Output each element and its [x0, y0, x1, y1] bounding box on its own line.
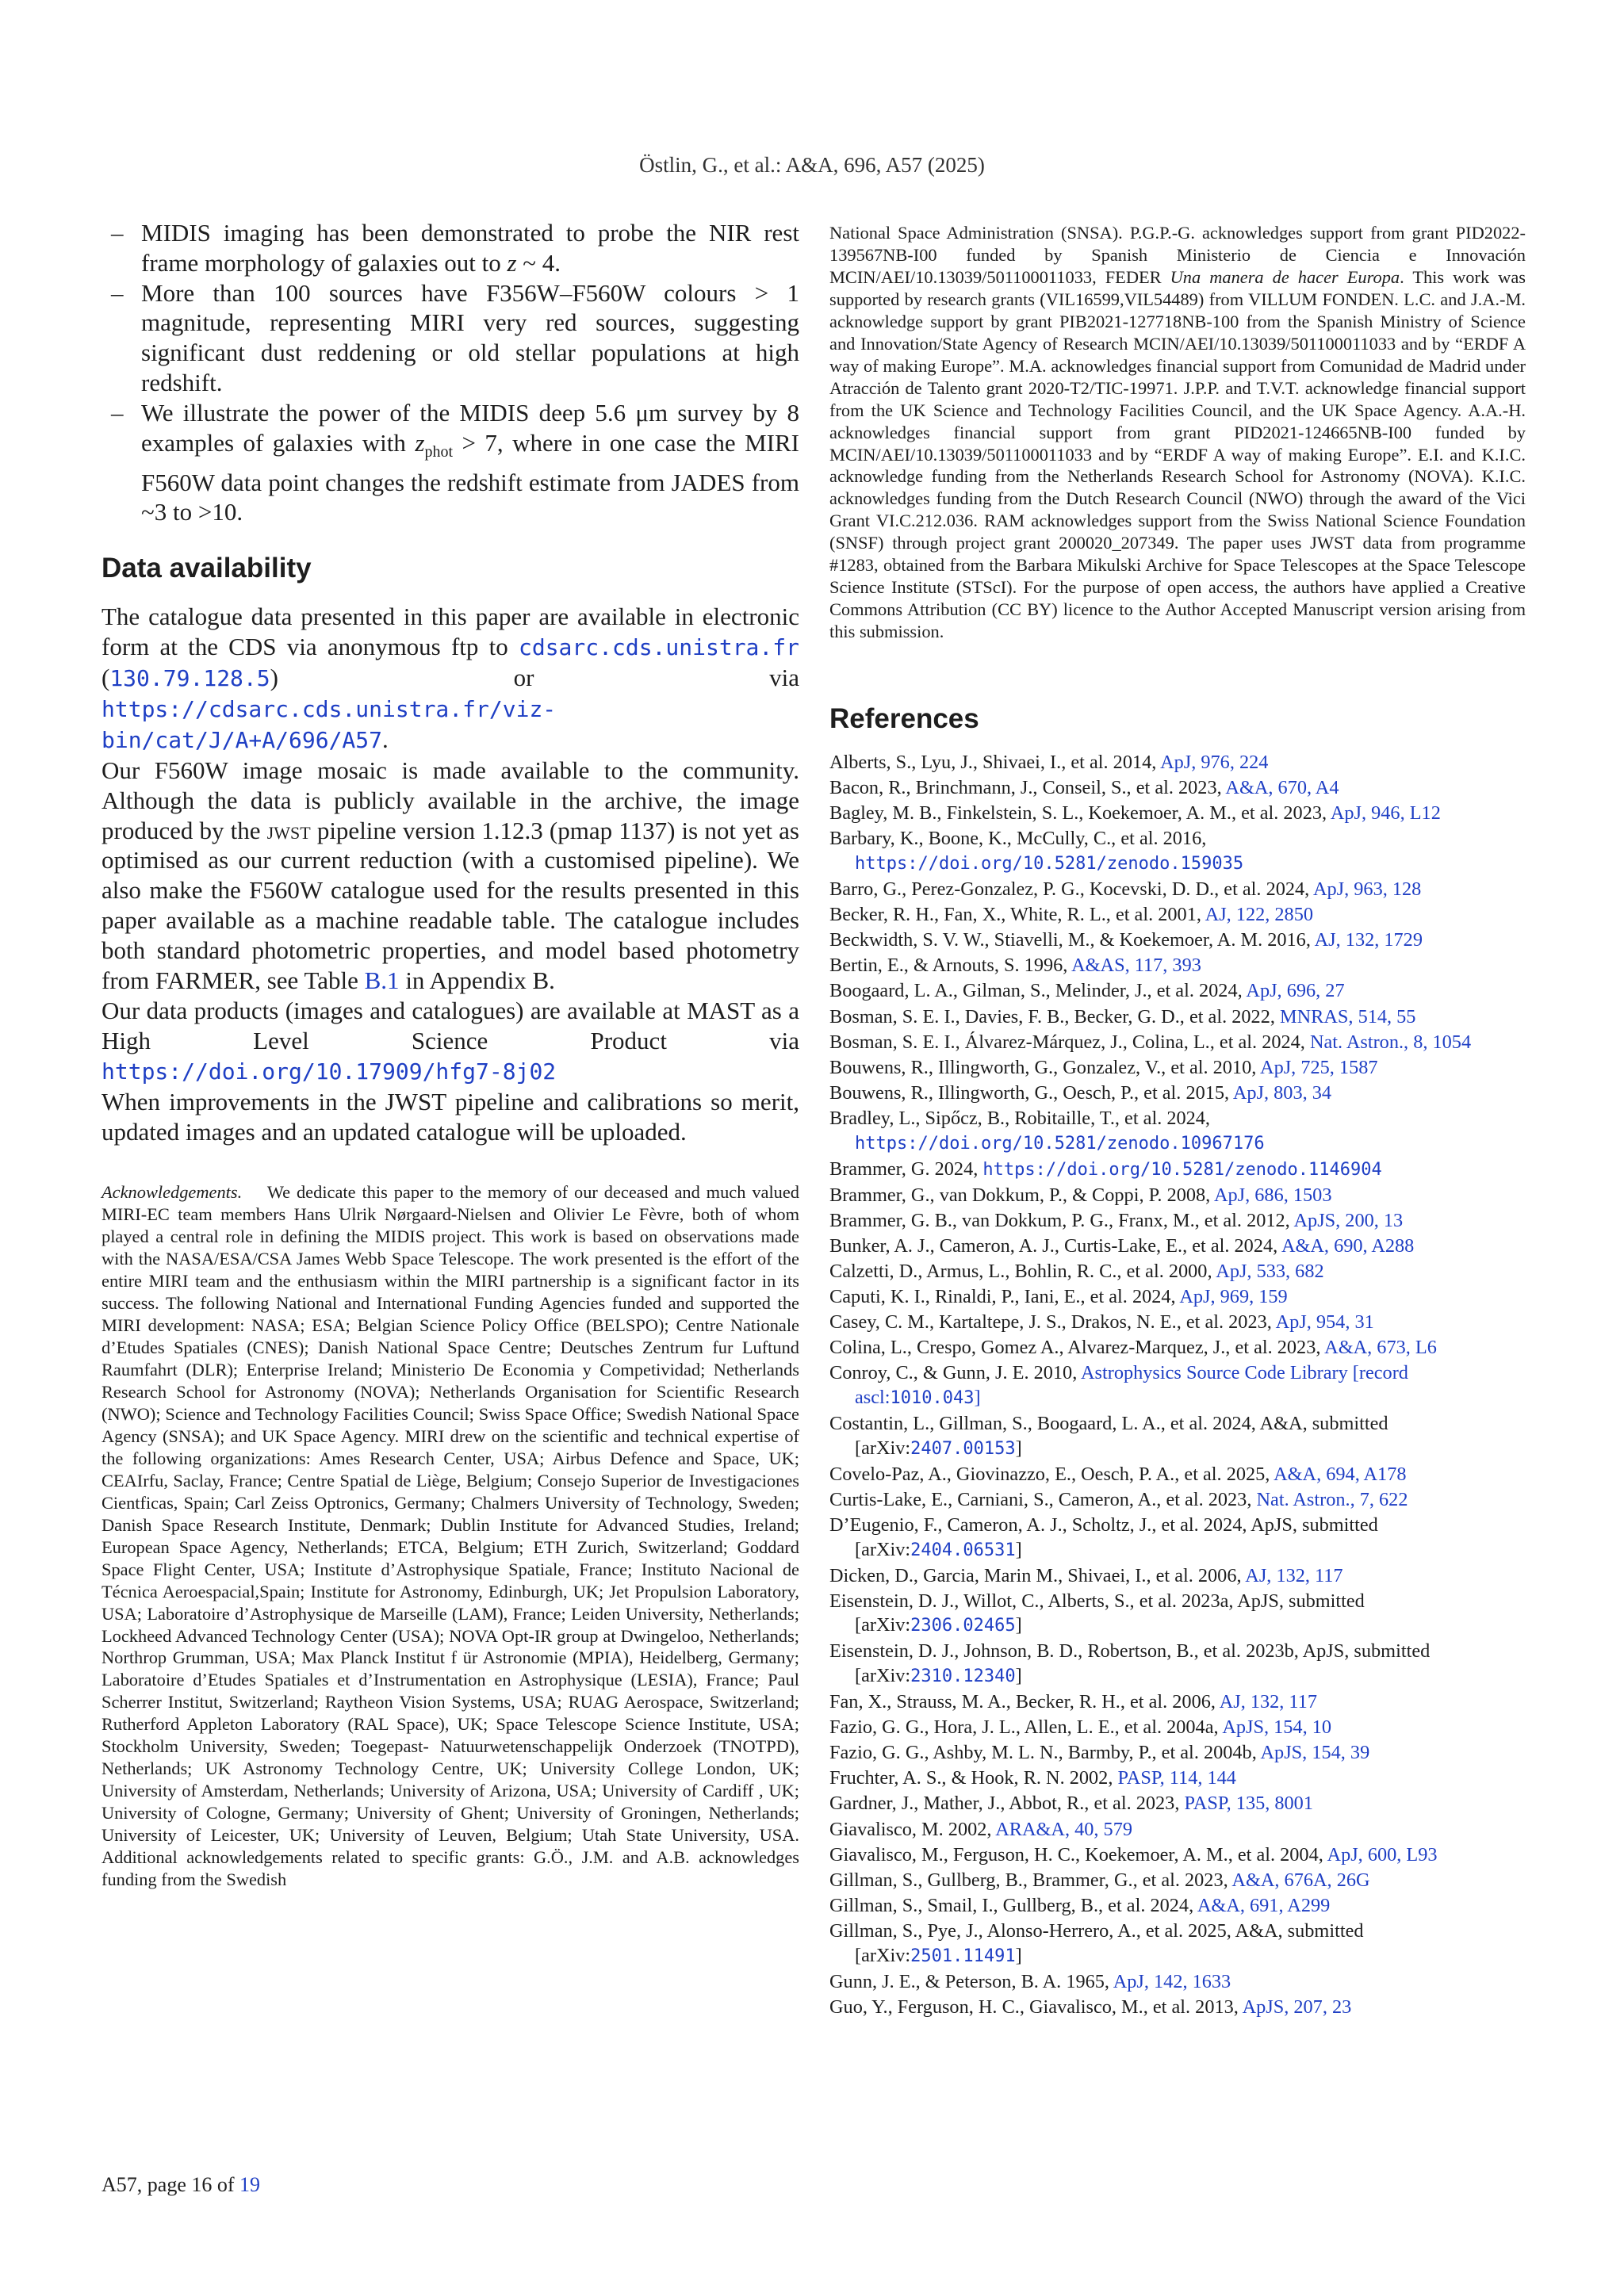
reference-link[interactable]: AJ, 122, 2850: [1205, 904, 1313, 926]
reference-item: Barro, G., Perez-Gonzalez, P. G., Kocevski, D. D., et al. 2024, ApJ, 963, 128: [829, 878, 1422, 901]
reference-link[interactable]: ApJ, 976, 224: [1160, 752, 1269, 774]
reference-item: Fruchter, A. S., & Hook, R. N. 2002, PASP, 114, 144: [829, 1767, 1236, 1789]
reference-link[interactable]: A&A, 694, A178: [1274, 1463, 1407, 1485]
reference-link[interactable]: ApJ, 963, 128: [1312, 878, 1422, 901]
acknowledgements-continued: National Space Administration (SNSA). P.G.P.-G. acknowledges support from grant PID2022-139567NB-I00 funded by Spanish Ministerio de Ciencia e Innovación MCIN/AEI/10.13039/501100011033, FEDER Una manera de hacer Europa. This work was supported by research grants (VIL16599,VIL54489) from VILLUM FONDEN. L.C. and J.A.-M. acknowledge support by grant PIB2021-127718NB-100 from the Spanish Ministry of Science and Innovation/State Agency of Research MCIN/AEI/10.13039/501100011033 and by “ERDF A way of making Europe”. M.A. acknowledges financial support from Comunidad de Madrid under Atracción de Talento grant 2020-T2/TIC-19971. J.P.P. and T.V.T. acknowledge financial support from the UK Science and Technology Facilities Council, and the UK Space Agency. A.A.-H. acknowledges financial support from grant PID2021-124665NB-I00 funded by MCIN/AEI/10.13039/501100011033 and by “ERDF A way of making Europe”. E.I. and K.I.C. acknowledge funding from the Netherlands Research School for Astronomy (NOVA). K.I.C. acknowledges funding from the Dutch Research Council (NWO) through the award of the Vici Grant VI.C.212.036. RAM acknowledges support from the Swiss National Science Foundation (SNSF) through project grant 200020_207349. The paper uses JWST data from programme #1283, obtained from the Barbara Mikulski Archive for Space Telescopes at the Space Telescope Science Institute (STScI). For the purpose of open access, the authors have applied a Creative Commons Attribution (CC BY) licence to the Author Accepted Manuscript version arising from this submission.: [829, 223, 1526, 642]
reference-item: Calzetti, D., Armus, L., Bohlin, R. C., et al. 2000, ApJ, 533, 682: [829, 1260, 1324, 1282]
acknowledgements: Acknowledgements. We dedicate this paper to the memory of our deceased and much valued MIRI-EC team members Hans Ulrik Nørgaard-Nielsen and Olivier Le Fèvre, both of whom played a central role in defining the MIDIS project. This work is based on observations made with the NASA/ESA/CSA James Webb Space Telescope. The work presented is the effort of the entire MIRI team and the enthusiasm within the MIRI partnership is a significant factor in its success. The following National and International Funding Agencies funded and supported the MIRI development: NASA; ESA; Belgian Science Policy Office (BELSPO); Centre Nationale d’Etudes Spatiales (CNES); Danish National Space Centre; Deutsches Zentrum fur Luftund Raumfahrt (DLR); Enterprise Ireland; Ministerio De Economia y Competividad; Netherlands Research School for Astronomy (NOVA); Netherlands Organisation for Scientific Research (NWO); Science and Technology Facilities Council; Swiss Space Office; Swedish National Space Agency (SNSA); and UK Space Agency. MIRI drew on the scientific and technical expertise of the following organizations: Ames Research Center, USA; Airbus Defence and Space, UK; CEAIrfu, Saclay, France; Centre Spatial de Liège, Belgium; Consejo Superior de Investigaciones Cientficas, Spain; Carl Zeiss Optronics, Germany; Chalmers University of Technology, Sweden; Danish Space Research Institute, Denmark; Dublin Institute for Advanced Studies, Ireland; European Space Agency, Netherlands; ETCA, Belgium; ETH Zurich, Switzerland; Goddard Space Flight Center, USA; Institute d’Astrophysique Spatiale, France; Instituto Nacional de Técnica Aeroespacial,Spain; Institute for Astronomy, Edinburgh, UK; Jet Propulsion Laboratory, USA; Laboratoire d’Astrophysique de Marseille (LAM), France; Leiden University, Netherlands; Lockheed Advanced Technology Center (USA); NOVA Opt-IR group at Dwingeloo, Netherlands; Northrop Grumman, USA; Max Planck Institut f ür Astronomie (MPIA), Heidelberg, Germany; Laboratoire d’Etudes Spatiales et d’Instrumentation en Astrophysique (LESIA), France; Paul Scherrer Institut, Switzerland; Raytheon Vision Systems, USA; RUAG Aerospace, Switzerland; Rutherford Appleton Laboratory (RAL Space), UK; Space Telescope Science Institute, USA; Stockholm University, Sweden; Toegepast- Natuurwetenschappelijk Onderzoek (TNOTPD), Netherlands; UK Astronomy Technology Centre, UK; University College London, UK; University of Amsterdam, Netherlands; University of Arizona, USA; University of Cardiff , UK; University of Cologne, Germany; University of Ghent; University of Groningen, Netherlands; University of Leicester, UK; University of Leuven, Belgium; Utah State University, USA. Additional acknowledgements related to specific grants: G.Ö., J.M. and A.B. acknowledges funding from the Swedish: [102, 1182, 800, 1890]
reference-list: [829, 751, 1526, 2019]
running-header: Östlin, G., et al.: A&A, 696, A57 (2025): [639, 153, 985, 177]
reference-item: Curtis-Lake, E., Carniani, S., Cameron, A., et al. 2023, Nat. Astron., 7, 622: [829, 1488, 1408, 1510]
paragraph: When improvements in the JWST pipeline and calibrations so merit, updated images and an updated catalogue will be uploaded.: [102, 1087, 799, 1146]
reference-link[interactable]: Nat. Astron., 8, 1054: [1309, 1031, 1472, 1053]
reference-item: Giavalisco, M., Ferguson, H. C., Koekemoer, A. M., et al. 2004, ApJ, 600, L93: [829, 1843, 1438, 1866]
reference-link[interactable]: PASP, 114, 144: [1117, 1767, 1236, 1789]
reference-item: Dicken, D., Garcia, Marin M., Shivaei, I., et al. 2006, AJ, 132, 117: [829, 1564, 1343, 1586]
reference-item: Guo, Y., Ferguson, H. C., Giavalisco, M., et al. 2013, ApJS, 207, 23: [829, 1996, 1352, 2018]
bullet-item: – We illustrate the power of the MIDIS deep 5.6 μm survey by 8 examples of galaxies with $z_{phot} > 7$, where in one case the MIRI F560W data point changes the redshift estimate from JADES from ~3 to >10.: [111, 398, 799, 526]
reference-item: Bertin, E., & Arnouts, S. 1996, A&AS, 117, 393: [829, 955, 1201, 977]
reference-link[interactable]: ApJ, 725, 1587: [1260, 1056, 1378, 1078]
reference-doi-link[interactable]: 2501.11491: [910, 1946, 1016, 1966]
left-column: [102, 218, 799, 1891]
reference-link[interactable]: ApJS, 207, 23: [1242, 1996, 1352, 2018]
right-column: [829, 222, 1526, 2021]
reference-item: Bunker, A. J., Cameron, A. J., Curtis-Lake, E., et al. 2024, A&A, 690, A288: [829, 1234, 1415, 1257]
reference-link[interactable]: A&A, 691, A299: [1197, 1894, 1331, 1916]
reference-doi-link[interactable]: 2404.06531: [910, 1540, 1016, 1560]
reference-item: Gunn, J. E., & Peterson, B. A. 1965, ApJ, 142, 1633: [829, 1970, 1231, 1992]
reference-doi-link[interactable]: 2310.12340: [910, 1666, 1016, 1686]
reference-item: Fazio, G. G., Ashby, M. L. N., Barmby, P., et al. 2004b, ApJS, 154, 39: [829, 1742, 1370, 1764]
reference-item: Brammer, G. B., van Dokkum, P. G., Franx, M., et al. 2012, ApJS, 200, 13: [829, 1209, 1404, 1231]
reference-item: Casey, C. M., Kartaltepe, J. S., Drakos, N. E., et al. 2023, ApJ, 954, 31: [829, 1311, 1374, 1334]
reference-link[interactable]: AJ, 132, 1729: [1314, 929, 1423, 951]
reference-link[interactable]: ARA&A, 40, 579: [995, 1818, 1133, 1840]
reference-item: Beckwidth, S. V. W., Stiavelli, M., & Koekemoer, A. M. 2016, AJ, 132, 1729: [829, 929, 1423, 951]
reference-item: Costantin, L., Gillman, S., Boogaard, L. A., et al. 2024, A&A, submitted [arXiv:2407.00153]: [829, 1413, 1388, 1459]
reference-item: Brammer, G., van Dokkum, P., & Coppi, P. 2008, ApJ, 686, 1503: [829, 1184, 1332, 1206]
data-availability-body: [102, 602, 799, 1146]
cds-ftp-link[interactable]: cdsarc.cds.unistra.fr: [518, 634, 799, 661]
bullet-item: – More than 100 sources have F356W–F560W colours > 1 magnitude, representing MIRI very red sources, suggesting significant dust reddening or old stellar populations at high redshift.: [111, 278, 799, 396]
reference-link[interactable]: A&A, 690, A288: [1281, 1234, 1415, 1257]
reference-item: Bradley, L., Sipőcz, B., Robitaille, T., et al. 2024, https://doi.org/10.5281/zenodo.10967176: [829, 1107, 1265, 1154]
reference-link[interactable]: ApJ, 600, L93: [1327, 1843, 1438, 1866]
reference-item: Caputi, K. I., Rinaldi, P., Iani, E., et al. 2024, ApJ, 969, 159: [829, 1286, 1288, 1308]
reference-link[interactable]: PASP, 135, 8001: [1184, 1793, 1313, 1815]
reference-link[interactable]: A&A, 673, L6: [1324, 1337, 1437, 1359]
reference-item: Gillman, S., Smail, I., Gullberg, B., et al. 2024, A&A, 691, A299: [829, 1894, 1331, 1916]
cds-url-link[interactable]: https://cdsarc.cds.unistra.fr/viz-bin/cat/J/A+A/696/A57: [102, 695, 557, 753]
reference-item: D’Eugenio, F., Cameron, A. J., Scholtz, J., et al. 2024, ApJS, submitted [arXiv:2404.06531]: [829, 1513, 1378, 1560]
reference-link[interactable]: A&A, 670, A4: [1225, 777, 1339, 799]
reference-item: Bouwens, R., Illingworth, G., Gonzalez, V., et al. 2010, ApJ, 725, 1587: [829, 1056, 1378, 1078]
reference-item: Eisenstein, D. J., Willot, C., Alberts, S., et al. 2023a, ApJS, submitted [arXiv:2306.02465]: [829, 1590, 1365, 1636]
reference-item: Barbary, K., Boone, K., McCully, C., et al. 2016, https://doi.org/10.5281/zenodo.159035: [829, 828, 1244, 874]
table-b1-link[interactable]: B.1: [364, 966, 400, 995]
reference-item: Alberts, S., Lyu, J., Shivaei, I., et al. 2014, ApJ, 976, 224: [829, 752, 1269, 774]
paragraph: The catalogue data presented in this paper are available in electronic form at the CDS via anonymous ftp to cdsarc.cds.unistra.fr (130.79.128.5) or via https://cdsarc.cds.unistra.fr/viz-bin/cat/J/A+A/696/A57.: [102, 603, 799, 753]
reference-link[interactable]: AJ, 132, 117: [1245, 1564, 1343, 1586]
reference-link[interactable]: ApJ, 696, 27: [1246, 980, 1345, 1002]
acknowledgements-label: Acknowledgements.: [102, 1182, 243, 1203]
reference-doi-link[interactable]: https://doi.org/10.5281/zenodo.10967176: [855, 1133, 1265, 1154]
reference-link[interactable]: A&AS, 117, 393: [1071, 955, 1201, 977]
reference-item: Bouwens, R., Illingworth, G., Oesch, P., et al. 2015, ApJ, 803, 34: [829, 1081, 1332, 1104]
bullet-item: – MIDIS imaging has been demonstrated to probe the NIR rest frame morphology of galaxies out to z ~ 4.: [111, 219, 799, 277]
reference-item: Boogaard, L. A., Gilman, S., Melinder, J., et al. 2024, ApJ, 696, 27: [829, 980, 1345, 1002]
reference-item: Eisenstein, D. J., Johnson, B. D., Robertson, B., et al. 2023b, ApJS, submitted [arXiv:2310.12340]: [829, 1640, 1431, 1686]
reference-link[interactable]: Nat. Astron., 7, 622: [1256, 1488, 1408, 1510]
reference-link[interactable]: ApJ, 946, L12: [1330, 802, 1441, 825]
section-heading-references: References: [829, 703, 979, 735]
cds-ip-link[interactable]: 130.79.128.5: [109, 664, 270, 691]
reference-doi-link[interactable]: 1010.043: [890, 1387, 975, 1408]
paragraph: Our F560W image mosaic is made available to the community. Although the data is publicly available in the archive, the image produced by the jwst pipeline version 1.12.3 (pmap 1137) is not yet as optimised as our current reduction (with a customised pipeline). We also make the F560W catalogue used for the results presented in this paper available as a machine readable table. The catalogue includes both standard photometric properties, and model based photometry from FARMER, see Table B.1 in Appendix B.: [102, 756, 799, 995]
reference-item: Fazio, G. G., Hora, J. L., Allen, L. E., et al. 2004a, ApJS, 154, 10: [829, 1716, 1332, 1739]
reference-item: Giavalisco, M. 2002, ARA&A, 40, 579: [829, 1818, 1133, 1840]
reference-link[interactable]: ApJS, 154, 39: [1260, 1742, 1370, 1764]
reference-doi-link[interactable]: 2306.02465: [910, 1616, 1016, 1636]
reference-link[interactable]: ApJS, 200, 13: [1293, 1209, 1404, 1231]
reference-link[interactable]: ApJ, 954, 31: [1275, 1311, 1374, 1334]
reference-link[interactable]: AJ, 132, 117: [1219, 1691, 1317, 1713]
reference-link[interactable]: ApJ, 533, 682: [1216, 1260, 1324, 1282]
mast-doi-link[interactable]: https://doi.org/10.17909/hfg7-8j02: [102, 1058, 557, 1085]
reference-link[interactable]: ApJ, 803, 34: [1232, 1081, 1332, 1104]
reference-link[interactable]: ApJS, 154, 10: [1222, 1716, 1332, 1739]
reference-item: Bagley, M. B., Finkelstein, S. L., Koekemoer, A. M., et al. 2023, ApJ, 946, L12: [829, 802, 1441, 825]
reference-doi-link[interactable]: https://doi.org/10.5281/zenodo.1146904: [982, 1159, 1382, 1180]
reference-item: Gillman, S., Pye, J., Alonso-Herrero, A., et al. 2025, A&A, submitted [arXiv:2501.11491]: [829, 1919, 1364, 1966]
reference-item: Brammer, G. 2024, https://doi.org/10.5281/zenodo.1146904: [829, 1158, 1382, 1180]
reference-doi-link[interactable]: https://doi.org/10.5281/zenodo.159035: [855, 853, 1244, 874]
reference-item: Gillman, S., Gullberg, B., Brammer, G., et al. 2023, A&A, 676A, 26G: [829, 1869, 1370, 1891]
reference-link[interactable]: MNRAS, 514, 55: [1280, 1005, 1416, 1027]
reference-item: Bosman, S. E. I., Davies, F. B., Becker, G. D., et al. 2022, MNRAS, 514, 55: [829, 1005, 1416, 1027]
section-heading-data-availability: Data availability: [102, 553, 312, 584]
reference-item: Bacon, R., Brinchmann, J., Conseil, S., et al. 2023, A&A, 670, A4: [829, 777, 1339, 799]
reference-link[interactable]: ApJ, 686, 1503: [1213, 1184, 1332, 1206]
reference-item: Bosman, S. E. I., Álvarez-Márquez, J., Colina, L., et al. 2024, Nat. Astron., 8, 1054: [829, 1031, 1472, 1053]
total-pages-link[interactable]: 19: [239, 2173, 261, 2196]
paragraph: Our data products (images and catalogues) are available at MAST as a High Level Science Product via https://doi.org/10.17909/hfg7-8j02: [102, 996, 799, 1085]
reference-item: Covelo-Paz, A., Giovinazzo, E., Oesch, P. A., et al. 2025, A&A, 694, A178: [829, 1463, 1407, 1485]
reference-link[interactable]: ApJ, 969, 159: [1179, 1286, 1288, 1308]
conclusion-bullets: [102, 218, 799, 527]
reference-link[interactable]: Astrophysics Source Code Library [record ascl:: [855, 1362, 1408, 1408]
reference-item: Gardner, J., Mather, J., Abbot, R., et al. 2023, PASP, 135, 8001: [829, 1793, 1313, 1815]
reference-link[interactable]: ApJ, 142, 1633: [1113, 1970, 1231, 1992]
reference-item: Colina, L., Crespo, Gomez A., Alvarez-Marquez, J., et al. 2023, A&A, 673, L6: [829, 1337, 1437, 1359]
reference-item: Becker, R. H., Fan, X., White, R. L., et al. 2001, AJ, 122, 2850: [829, 904, 1313, 926]
reference-item: Conroy, C., & Gunn, J. E. 2010, Astrophysics Source Code Library [record ascl:1010.043]: [829, 1362, 1408, 1408]
reference-item: Fan, X., Strauss, M. A., Becker, R. H., et al. 2006, AJ, 132, 117: [829, 1691, 1317, 1713]
reference-doi-link[interactable]: 2407.00153: [910, 1438, 1016, 1459]
page-footer: A57, page 16 of 19: [102, 2173, 261, 2196]
reference-link[interactable]: A&A, 676A, 26G: [1231, 1869, 1370, 1891]
